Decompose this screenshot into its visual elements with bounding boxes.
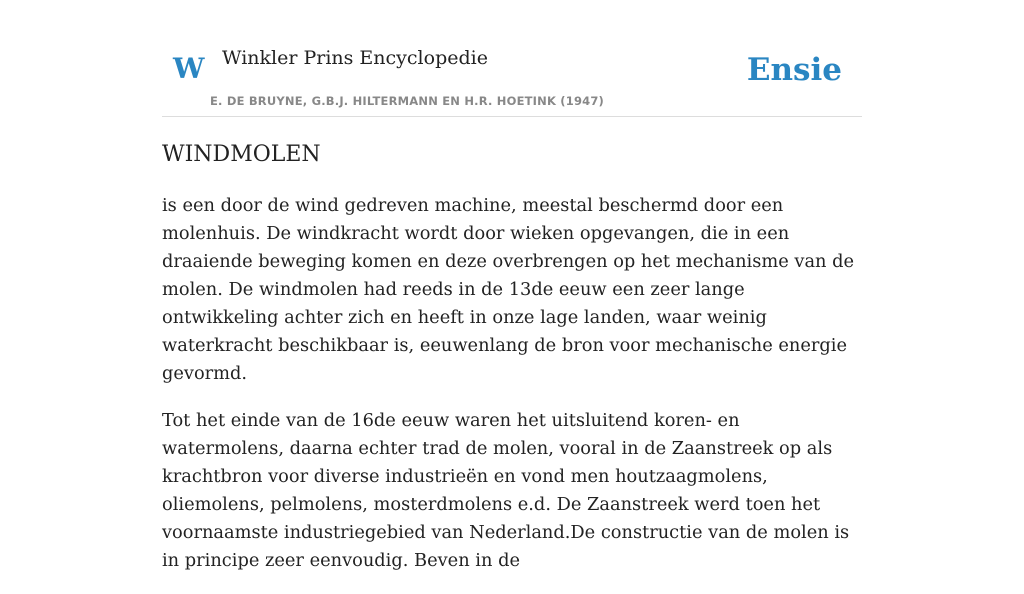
publication-title[interactable]: Winkler Prins Encyclopedie [222,47,488,69]
publication-authors: E. DE BRUYNE, G.B.J. HILTERMANN EN H.R. HOETINK (1947) [210,94,605,108]
brand-logo-link[interactable]: Ensie [746,52,842,88]
publication-logo[interactable]: W [173,52,205,85]
entry-title: WINDMOLEN [162,142,321,167]
entry-paragraph: is een door de wind gedreven machine, meestal beschermd door een molenhuis. De windkracht wordt door wieken opgevangen, die in een draaiende beweging komen en deze overbrengen op het mechanisme van de molen. De windmolen had reeds in de 13de eeuw een zeer lange ontwikkeling achter zich en heeft in onze lage landen, waar weinig waterkracht beschikbaar is, eeuwenlang de bron voor mechanische energie gevormd. [162,195,855,384]
site-header [162,0,862,117]
entry-paragraph: Tot het einde van de 16de eeuw waren het uitsluitend koren- en watermolens, daarna echter trad de molen, vooral in de Zaanstreek op als krachtbron voor diverse industrieën en vond men houtzaagmolens, oliemolens, pelmolens, mosterdmolens e.d. De Zaanstreek werd toen het voornaamste industriegebied van Nederland.De constructie van de molen is in principe zeer eenvoudig. Beven in de [162,410,850,571]
entry-body [162,192,862,594]
